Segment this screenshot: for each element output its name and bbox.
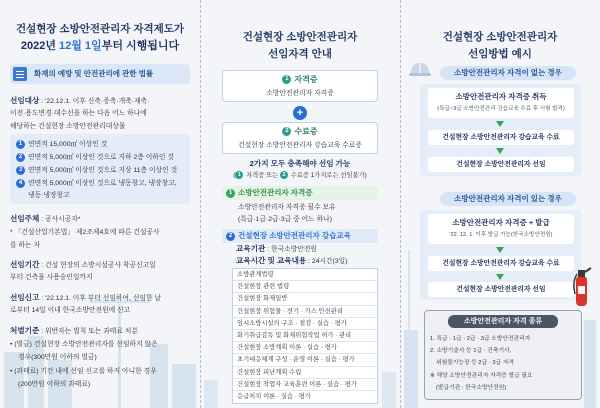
requirement-certificate-heading (223, 126, 377, 138)
case-yes-step1-title: 소방안전관리자 자격증 + 발급 (452, 218, 550, 227)
report-text: : '22.12.1. 이후 부터 선임하여, 선임한 날 (39, 295, 161, 302)
number-badge: 1 (282, 75, 291, 84)
case-no-license-header: 소방안전관리자 자격이 없는 경우 (440, 66, 576, 80)
law-name: 화재의 예방 및 안전관리에 관한 법률 (34, 69, 154, 78)
section-license-header (222, 186, 378, 200)
case-yes-step2: 건설현장 소방안전관리자 강습교육 수료 (428, 256, 574, 271)
penalty-fine-line1: • (벌금) 건설현장 소방안전관리자를 선임하지 않은 (10, 341, 158, 348)
number-badge: 2 (226, 232, 235, 241)
qualification-line: ※ 해당 소방안전관리자 자격증 발급 필요 (430, 373, 533, 379)
title-year: 2022년 (20, 40, 60, 52)
list-item-text: 연면적 5,000㎡ 이상인 것으로 냉동창고, 냉장창고, (28, 180, 177, 187)
panel3-title-line1: 건설현장 소방안전관리자 (442, 31, 558, 43)
document-icon (13, 67, 27, 81)
hard-hat-icon (408, 60, 432, 78)
qualification-line: (발급기관 : 한국소방안전원) (436, 385, 507, 391)
list-item (16, 164, 177, 177)
penalty-label: 처벌기준 (10, 326, 40, 335)
list-item-text: 연면적 5,000㎡ 이상인 것으로 지상 11층 이상인 것 (28, 167, 178, 174)
report-label: 선임신고 (10, 293, 40, 302)
panel3-title-line2: 선임방법 예시 (468, 48, 532, 60)
training-time-value: : 24시간(3일) (306, 258, 348, 265)
training-time-label: 교육시간 및 교육내용 (236, 256, 307, 265)
period-text: : 건설 현장의 소방시설공사 착공신고일 (39, 262, 156, 269)
target-line1 (10, 94, 149, 108)
section-license-title: 소방안전관리자 자격증 (238, 188, 313, 197)
number-badge: 1 (16, 140, 25, 149)
panel2-title-line1: 건설현장 소방안전관리자 (242, 31, 358, 43)
section-license-line2: (특급·1급·2급·3급 중 어느 하나) (238, 216, 332, 223)
table-row: 건설현장 소방계획 이론 · 실습 · 평가 (233, 342, 377, 354)
list-item-text: 연면적 5,000㎡ 이상인 것으로 지하 2층 이하인 것 (28, 154, 174, 161)
period-line2: 부터 건축물 사용승인일까지 (10, 274, 93, 281)
qualification-line: 1. 특급 · 1급 · 2급 · 3급 소방안전관리자 (430, 336, 531, 342)
requirement-certificate-title: 수료증 (294, 127, 318, 136)
penalty-fine-line2: 경우(300만원 이하의 벌금) (18, 354, 97, 361)
panel-divider-left (200, 0, 201, 408)
section-license-line1: 소방안전관리자 자격증 필수 보유 (238, 204, 336, 211)
requirement-license-title: 자격증 (294, 75, 318, 84)
note-open: ( (233, 172, 236, 179)
note-end: 수료증 1가지로는 선임불가) (289, 172, 367, 179)
table-row: 건설현장 관련 법령 (233, 281, 377, 293)
qualification-types-header: 소방안전관리자 자격 종류 (448, 315, 558, 328)
arrow-down-icon (495, 120, 505, 128)
subject-note1: * 「건설산업기본법」 제2조제4호에 따른 건설공사 (10, 229, 160, 236)
requirement-certificate-box (222, 122, 378, 154)
subject-note2: 를 하는 자 (10, 242, 41, 249)
target-list (10, 134, 190, 204)
training-time (236, 255, 347, 268)
penalty-surcharge-line1: • (과태료) 기간 내에 선임 신고를 하지 아니한 경우 (10, 368, 157, 375)
table-row: 건설현장 작업자 교육훈련 이론 · 실습 · 평가 (233, 379, 377, 391)
qualification-line: 위험물기능장 등 2급 · 3급 자격 (436, 360, 515, 366)
law-name-box (10, 64, 190, 84)
case-has-license-header: 소방안전관리자 자격이 있는 경우 (440, 192, 576, 206)
table-row: 임시소방시설의 구조 · 점검 · 실습 · 평가 (233, 318, 377, 330)
target-line3: 해당하는 건설현장 소방안전관리대상물 (10, 123, 126, 130)
panel2-title-line2: 선임자격 안내 (268, 48, 332, 60)
section-training-title: 건설현장 소방안전관리자 강습교육 (238, 231, 351, 240)
penalty-surcharge-line2: (200만원 이하의 과태료) (18, 381, 91, 388)
requirement-license-box (222, 70, 378, 102)
penalty-line1 (10, 324, 138, 338)
training-org-value: : 한국소방안전원 (265, 246, 317, 253)
subject-line1 (10, 212, 80, 226)
arrow-down-icon (495, 147, 505, 155)
qualification-line: 2. 소방기술사 등 1급 · 건축기사, (430, 348, 512, 354)
list-item-text: 연면적 15,000㎡ 이상인 것 (28, 141, 108, 148)
table-row: 소방관계법령 (233, 269, 377, 281)
subject-label: 선임주체 (10, 214, 40, 223)
case-yes-step1 (428, 214, 574, 244)
number-badge: 1 (235, 171, 243, 179)
number-badge: 4 (16, 179, 25, 188)
case-yes-step3: 건설현장 소방안전관리자 선임 (428, 282, 574, 297)
table-row: 초기대응체계 구성 · 운영 이론 · 실습 · 평가 (233, 354, 377, 366)
case-no-step2: 건설현장 소방안전관리자 강습교육 수료 (428, 130, 574, 145)
panel1-title-line1: 건설현장 소방안전관리자 자격제도가 (15, 23, 185, 35)
table-row: 건설현장 위험물 · 전기 · 가스 안전관리 (233, 306, 377, 318)
subject-text: : 공사시공자* (39, 216, 81, 223)
title-date-highlight: 12월 1일 (59, 40, 102, 52)
fire-extinguisher-icon (572, 264, 592, 308)
number-badge: 2 (280, 171, 288, 179)
requirement-condition: 2가지 모두 충족해야 선임 가능 (249, 159, 351, 168)
arrow-down-icon (495, 246, 505, 254)
case-yes-step1-note: '22. 12. 1. 이후 발급 가능(한국소방안전원) (449, 232, 553, 238)
target-text: : '22.12.1. 이후 신축·증축·개축·재축· (39, 98, 150, 105)
list-item-continuation: 냉동·냉장창고 (28, 192, 70, 199)
note-mid: 자격증 또는 (244, 172, 280, 179)
requirement-condition-note (200, 170, 400, 181)
number-badge: 1 (226, 189, 235, 198)
table-row: 건설현장 피난계획 수립 (233, 367, 377, 379)
arrow-down-icon (495, 273, 505, 281)
case-no-step1-title: 소방안전관리자 자격증 취득 (455, 92, 547, 101)
target-label: 선임대상 (10, 96, 40, 105)
report-line2: 로부터 14일 이내 한국소방안전원에 신고 (10, 307, 131, 314)
number-badge: 2 (16, 153, 25, 162)
plus-icon: + (293, 106, 307, 120)
report-line1 (10, 291, 161, 305)
requirement-license-desc: 소방안전관리자 자격증 (266, 90, 334, 97)
number-badge: 3 (16, 166, 25, 175)
course-table (232, 268, 378, 404)
target-line2: 이전·용도변경·대수선을 하는 다음 어느 하나에 (10, 110, 147, 117)
requirement-license-heading (223, 74, 377, 86)
table-row: 화기취급감독 및 화재위험작업 허가 · 관리 (233, 330, 377, 342)
training-org-label: 교육기관 (236, 244, 266, 253)
table-row: 건설현장 화재일반 (233, 293, 377, 305)
section-training-header (222, 229, 378, 243)
panel1-title-line2 (0, 39, 200, 53)
panel-divider-right (400, 0, 401, 408)
table-row: 응급처치 이론 · 실습 · 평가 (237, 392, 311, 400)
title-suffix: 부터 시행됩니다 (101, 40, 180, 52)
period-label: 선임기간 (10, 260, 40, 269)
number-badge: 2 (282, 127, 291, 136)
requirement-certificate-desc: 건설현장 소방안전관리자 강습교육 수료증 (238, 142, 362, 149)
penalty-text: : 위반자는 벌칙 또는 과태료 처분 (39, 328, 138, 335)
list-item (16, 138, 107, 151)
case-no-step1-note: (특급~3급 소방안전관리 강습교육 수료 후 시험 합격) (437, 106, 565, 112)
period-line1 (10, 258, 156, 272)
case-no-step3: 건설현장 소방안전관리자 선임 (428, 157, 574, 172)
list-item (16, 151, 174, 164)
case-no-step1 (428, 88, 574, 118)
